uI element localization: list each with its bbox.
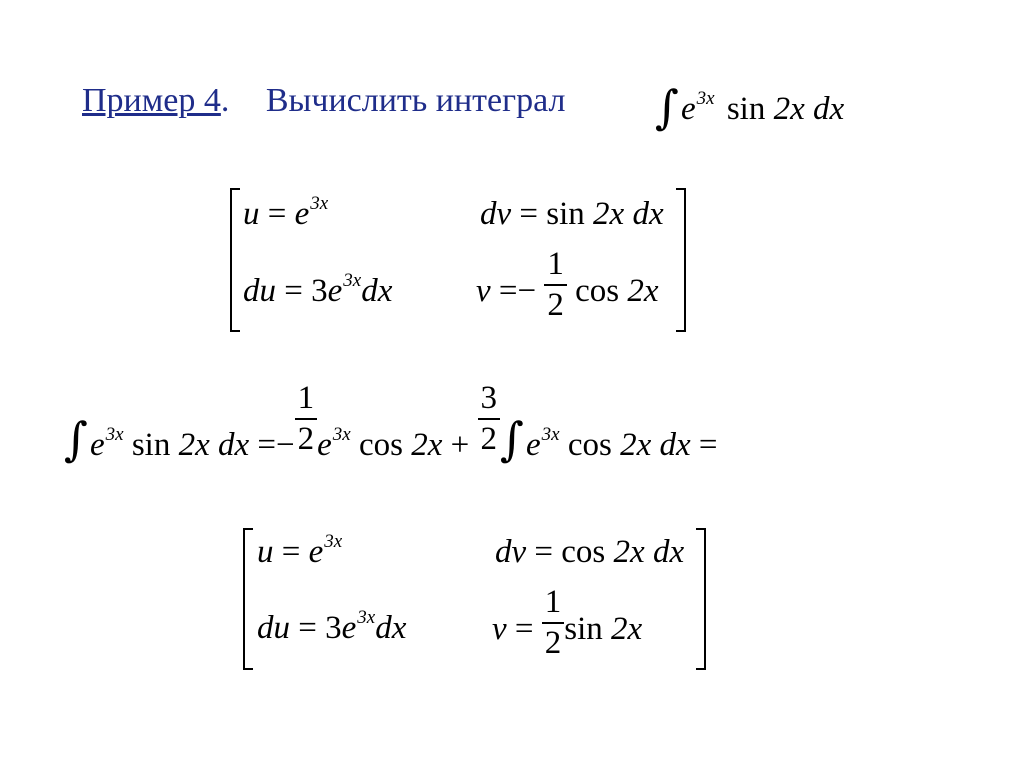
substitution-1-v bbox=[476, 246, 659, 324]
equals: = bbox=[498, 272, 518, 309]
substitution-2-u bbox=[257, 531, 343, 570]
cos-fn: cos bbox=[561, 534, 606, 570]
cos-fn: cos bbox=[567, 426, 612, 463]
exp-base: e bbox=[680, 91, 696, 127]
example-label: Пример 4 bbox=[82, 82, 221, 119]
equals: = bbox=[519, 196, 539, 232]
var-u: u bbox=[257, 534, 274, 570]
exp-base: e bbox=[317, 426, 332, 463]
exponent: 3x bbox=[310, 193, 329, 214]
argument: 2x bbox=[593, 196, 625, 232]
fraction-one-half bbox=[542, 586, 565, 660]
substitution-1-dv bbox=[480, 198, 664, 231]
exp-base: e bbox=[327, 273, 343, 309]
example-label-period: . bbox=[220, 82, 230, 119]
exponent: 3x bbox=[357, 607, 376, 628]
numerator: 1 bbox=[547, 246, 564, 282]
title-integral bbox=[655, 80, 845, 134]
fraction-one-half bbox=[295, 382, 318, 456]
integral-sign: ∫ bbox=[64, 411, 88, 466]
differential: dx bbox=[652, 534, 685, 570]
numerator: 3 bbox=[480, 380, 498, 416]
fraction-three-halves bbox=[478, 382, 501, 456]
sin-fn: sin bbox=[564, 610, 603, 647]
exp-base: e bbox=[308, 534, 324, 570]
denominator: 2 bbox=[542, 622, 565, 660]
plus: + bbox=[450, 426, 470, 463]
coefficient: 3 bbox=[325, 610, 342, 646]
differential: dx bbox=[812, 91, 845, 127]
substitution-1-u bbox=[243, 193, 329, 232]
argument: 2x bbox=[620, 426, 652, 463]
exp-base: e bbox=[294, 196, 310, 232]
equals: = bbox=[257, 426, 277, 463]
argument: 2x bbox=[611, 610, 643, 647]
equals: = bbox=[284, 273, 303, 309]
var-du: du bbox=[257, 610, 290, 646]
substitution-2-right-bracket bbox=[696, 528, 706, 670]
exp-base: e bbox=[341, 610, 357, 646]
exponent: 3x bbox=[105, 423, 124, 445]
equals: = bbox=[534, 534, 554, 570]
cos-fn: cos bbox=[575, 272, 620, 309]
sin-fn: sin bbox=[131, 426, 171, 463]
denominator: 2 bbox=[295, 418, 318, 456]
coefficient: 3 bbox=[311, 273, 328, 309]
exponent: 3x bbox=[541, 423, 560, 445]
equals: = bbox=[267, 196, 287, 232]
exp-base: e bbox=[89, 426, 105, 463]
fraction-one-half bbox=[544, 248, 567, 322]
integral-sign: ∫ bbox=[500, 411, 524, 466]
example-task: Вычислить интеграл bbox=[265, 82, 566, 119]
exponent: 3x bbox=[324, 531, 343, 552]
minus: − bbox=[276, 426, 295, 463]
sin-fn: sin bbox=[726, 91, 766, 127]
exponent: 3x bbox=[332, 423, 351, 445]
equals: = bbox=[514, 610, 534, 647]
differential: dx bbox=[659, 426, 691, 463]
equals: = bbox=[298, 610, 317, 646]
var-du: du bbox=[243, 273, 276, 309]
cos-fn: cos bbox=[358, 426, 403, 463]
equals: = bbox=[698, 426, 718, 463]
substitution-1-du bbox=[243, 270, 393, 309]
substitution-2-dv bbox=[495, 536, 684, 569]
var-dv: dv bbox=[480, 196, 512, 232]
substitution-1-left-bracket bbox=[230, 188, 240, 332]
main-equation bbox=[64, 380, 718, 466]
argument: 2x bbox=[613, 534, 645, 570]
var-v: v bbox=[476, 272, 491, 309]
minus: − bbox=[517, 272, 537, 309]
differential: dx bbox=[217, 426, 250, 463]
denominator: 2 bbox=[544, 284, 567, 322]
argument: 2x bbox=[773, 91, 805, 127]
exponent: 3x bbox=[696, 88, 715, 109]
substitution-1-right-bracket bbox=[676, 188, 686, 332]
differential: dx bbox=[632, 196, 664, 232]
differential: dx bbox=[375, 610, 407, 646]
sin-fn: sin bbox=[546, 196, 585, 232]
substitution-2-v bbox=[492, 584, 643, 662]
var-dv: dv bbox=[495, 534, 527, 570]
exponent: 3x bbox=[343, 270, 362, 291]
equals: = bbox=[281, 534, 301, 570]
argument: 2x bbox=[411, 426, 443, 463]
numerator: 1 bbox=[544, 584, 562, 620]
denominator: 2 bbox=[478, 418, 501, 456]
var-u: u bbox=[243, 196, 260, 232]
integral-sign: ∫ bbox=[655, 80, 679, 134]
exp-base: e bbox=[525, 426, 541, 463]
example-heading bbox=[82, 82, 565, 120]
argument: 2x bbox=[178, 426, 210, 463]
substitution-2-left-bracket bbox=[243, 528, 253, 670]
argument: 2x bbox=[627, 272, 659, 309]
differential: dx bbox=[361, 273, 393, 309]
numerator: 1 bbox=[297, 380, 315, 416]
var-v: v bbox=[492, 610, 507, 647]
substitution-2-du bbox=[257, 607, 407, 646]
